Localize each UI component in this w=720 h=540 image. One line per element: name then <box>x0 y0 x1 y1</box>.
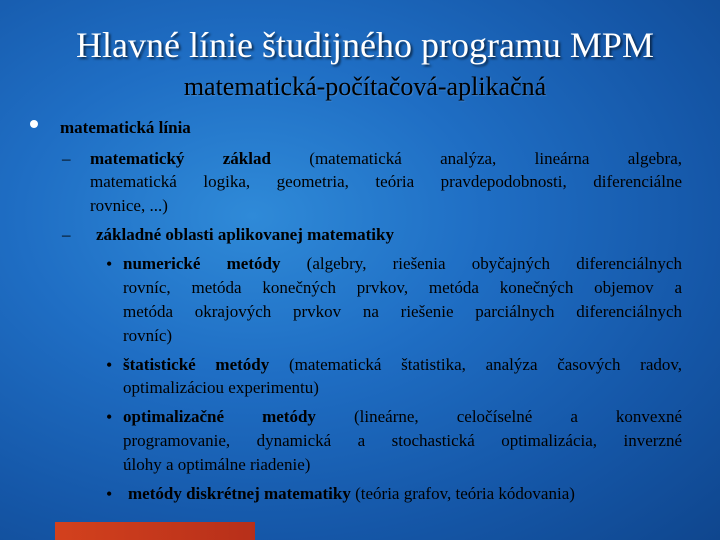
sub2-line2: optimalizáciou experimentu) <box>123 378 319 397</box>
item2-label: základné oblasti aplikovanej matematiky <box>96 225 394 244</box>
item1-line1: matematický základ (matematická analýza, lineárna algebra, <box>90 149 682 168</box>
item1-line2: matematická logika, geometria, teória pravdepodobnosti, diferenciálne <box>90 172 682 191</box>
sub1-bullet: • <box>106 254 113 274</box>
accent-bar <box>55 522 255 540</box>
item1-line3: rovnice, ...) <box>90 196 168 215</box>
sub1-line4: rovníc) <box>123 326 173 345</box>
level1-bullet-icon <box>30 120 38 128</box>
sub3-bullet: • <box>106 407 113 427</box>
sub4-line1: metódy diskrétnej matematiky (teória grafov, teória kódovania) <box>128 484 575 503</box>
sub1-line2: rovníc, metóda konečných prvkov, metóda konečných objemov a <box>123 278 682 297</box>
sub3-line3: úlohy a optimálne riadenie) <box>123 455 311 474</box>
slide-subtitle: matematická-počítačová-aplikačná <box>183 72 547 101</box>
sub4-bullet: • <box>106 484 113 504</box>
item1-dash: – <box>62 149 71 168</box>
level1-label: matematická línia <box>60 118 191 137</box>
sub1-line3: metóda okrajových prvkov na riešenie parciálnych diferenciálnych <box>123 302 682 321</box>
sub2-bullet: • <box>106 355 113 375</box>
sub3-line1: optimalizačné metódy (lineárne, celočíselné a konvexné <box>123 407 683 426</box>
slide-title: Hlavné línie študijného programu MPM <box>76 25 654 65</box>
sub1-line1: numerické metódy (algebry, riešenia obyčajných diferenciálnych <box>123 254 682 273</box>
sub2-line1: štatistické metódy (matematická štatistika, analýza časových radov, <box>123 355 683 374</box>
sub3-line2: programovanie, dynamická a stochastická optimalizácia, inverzné <box>123 431 682 450</box>
item2-dash: – <box>62 225 71 244</box>
